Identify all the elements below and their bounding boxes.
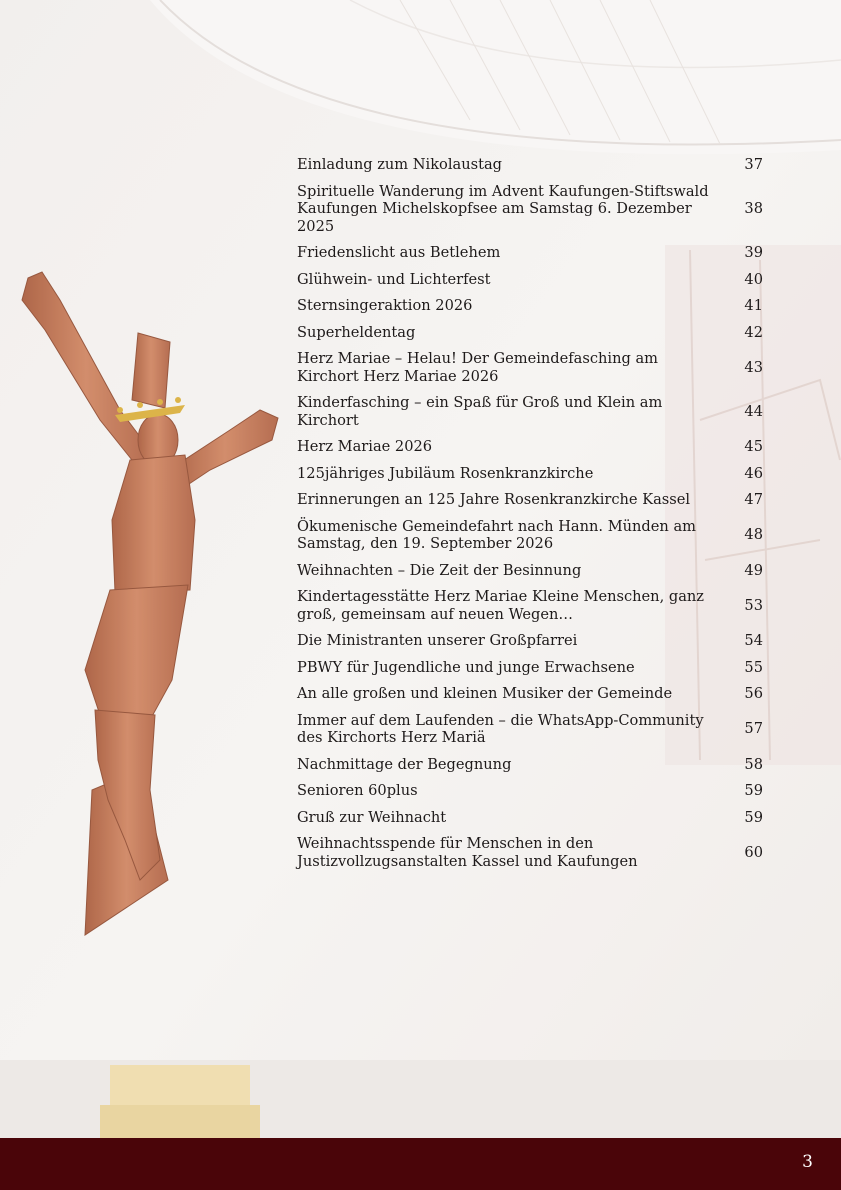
toc-title: Kinderfasching – ein Spaß für Groß und Klein am Kirchort <box>297 394 663 429</box>
toc-page: 57 <box>744 720 763 738</box>
toc-title: Sternsingeraktion 2026 <box>297 297 473 314</box>
toc-entry[interactable] <box>297 809 763 827</box>
toc-page: 58 <box>744 755 763 773</box>
toc-entry[interactable] <box>297 756 763 774</box>
toc-title: Weihnachtsspende für Menschen in den Justizvollzugsanstalten Kassel und Kaufungen <box>297 835 638 870</box>
toc-entry[interactable] <box>297 465 763 483</box>
toc-title: Erinnerungen an 125 Jahre Rosenkranzkirche Kassel <box>297 491 691 508</box>
toc-page: 45 <box>744 438 763 455</box>
toc-page: 46 <box>744 464 763 482</box>
toc-title: Superheldentag <box>297 323 416 341</box>
toc-page: 43 <box>744 358 763 376</box>
toc-entry[interactable] <box>297 835 763 870</box>
toc-entry[interactable] <box>297 782 763 800</box>
toc-page: 60 <box>744 843 763 861</box>
toc-title: Senioren 60plus <box>297 782 418 799</box>
toc-page: 40 <box>744 270 763 288</box>
toc-entry[interactable] <box>297 491 763 509</box>
toc-page: 41 <box>744 297 763 314</box>
toc-page: 54 <box>744 632 763 649</box>
toc-entry[interactable] <box>297 271 763 289</box>
toc-entry[interactable] <box>297 712 763 747</box>
toc-entry[interactable] <box>297 244 763 262</box>
toc-entry[interactable] <box>297 350 763 385</box>
toc-entry[interactable] <box>297 518 763 553</box>
toc-page: 56 <box>744 685 763 702</box>
toc-entry[interactable] <box>297 297 763 315</box>
toc-page: 53 <box>744 596 763 614</box>
toc-page: 55 <box>744 658 763 676</box>
toc-entry[interactable] <box>297 659 763 677</box>
toc-entry[interactable] <box>297 394 763 429</box>
toc-title: Gruß zur Weihnacht <box>297 808 447 826</box>
toc-page: 47 <box>744 491 763 508</box>
toc-title: Immer auf dem Laufenden – die WhatsApp-Community des Kirchorts Herz Mariä <box>297 711 704 746</box>
toc-title: Ökumenische Gemeindefahrt nach Hann. Münden am Samstag, den 19. September 2026 <box>297 517 696 552</box>
toc-entry[interactable] <box>297 562 763 580</box>
toc-title: Herz Mariae – Helau! Der Gemeindefasching am Kirchort Herz Mariae 2026 <box>297 350 659 385</box>
toc-entry[interactable] <box>297 438 763 456</box>
toc-title: Einladung zum Nikolaustag <box>297 156 503 173</box>
toc-page: 37 <box>744 156 763 173</box>
toc-entry[interactable] <box>297 632 763 650</box>
toc-entry[interactable] <box>297 324 763 342</box>
toc-page: 39 <box>744 244 763 261</box>
toc-title: Herz Mariae 2026 <box>297 438 433 455</box>
toc-title: Friedenslicht aus Betlehem <box>297 244 501 261</box>
toc-entry[interactable] <box>297 183 763 236</box>
toc-page: 59 <box>744 808 763 826</box>
toc-title: Weihnachten – Die Zeit der Besinnung <box>297 561 582 579</box>
toc-title: Kindertagesstätte Herz Mariae Kleine Menschen, ganz groß, gemeinsam auf neuen Wegen… <box>297 588 704 623</box>
table-of-contents <box>297 156 763 879</box>
toc-page: 44 <box>744 402 763 420</box>
toc-entry[interactable] <box>297 588 763 623</box>
toc-title: PBWY für Jugendliche und junge Erwachsene <box>297 658 635 676</box>
toc-title: Glühwein- und Lichterfest <box>297 270 491 288</box>
toc-page: 42 <box>744 323 763 341</box>
toc-title: Nachmittage der Begegnung <box>297 755 512 773</box>
toc-title: An alle großen und kleinen Musiker der Gemeinde <box>297 685 673 702</box>
footer-bar <box>0 1138 841 1190</box>
toc-page: 49 <box>744 561 763 579</box>
toc-entry[interactable] <box>297 156 763 174</box>
toc-page: 59 <box>744 782 763 799</box>
toc-page: 48 <box>744 526 763 544</box>
page-number: 3 <box>802 1152 813 1172</box>
toc-entry[interactable] <box>297 685 763 703</box>
toc-title: Die Ministranten unserer Großpfarrei <box>297 632 578 649</box>
toc-title: 125jähriges Jubiläum Rosenkranzkirche <box>297 464 594 482</box>
toc-title: Spirituelle Wanderung im Advent Kaufungen-Stiftswald Kaufungen Michelskopfsee am Samstag 6. Dezember 2025 <box>297 182 709 235</box>
toc-page: 38 <box>744 200 763 217</box>
